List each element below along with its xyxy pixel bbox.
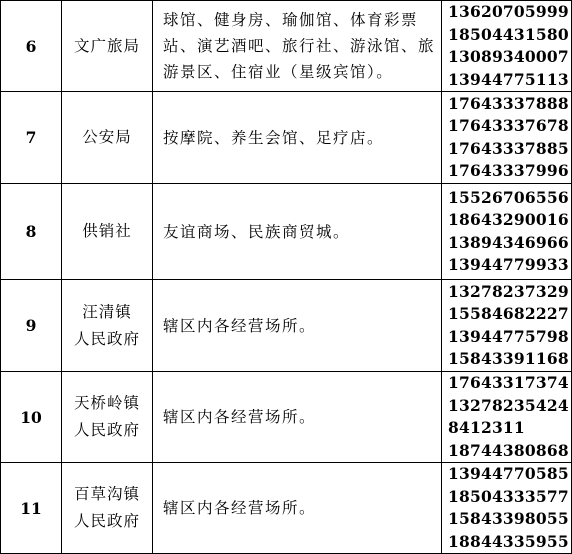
row-number: 10 [1,372,62,463]
phone-number: 13089340007 [448,47,569,66]
table-row [1,280,572,372]
contact-phones [442,463,572,554]
table-body [1,1,572,554]
responsible-unit: 天桥岭镇 人民政府 [62,372,153,463]
phone-number: 17643337885 [448,138,569,158]
phone-number: 17643337678 [448,116,569,135]
phone-number: 13944775113 [448,69,569,89]
phone-number: 15843398055 [448,509,569,528]
contact-phones [442,184,572,280]
phone-number: 17643317374 [448,373,569,392]
row-number: 9 [1,280,62,372]
phone-number: 13278235424 [448,395,569,415]
responsible-unit: 供销社 [62,184,153,280]
table-row [1,92,572,184]
responsible-unit: 文广旅局 [62,1,153,92]
business-scope: 友谊商场、民族商贸城。 [153,184,442,280]
row-number: 6 [1,1,62,92]
phone-number: 8412311 [448,418,525,437]
phone-number: 18744380868 [448,440,569,460]
table-row [1,463,572,554]
responsible-unit: 百草沟镇 人民政府 [62,463,153,554]
phone-number: 18504333577 [448,486,569,506]
business-scope: 按摩院、养生会馆、足疗店。 [153,92,442,184]
contact-phones [442,1,572,92]
phone-number: 18643290016 [448,210,569,229]
contact-phones [442,92,572,184]
row-number: 8 [1,184,62,280]
phone-number: 13944770585 [448,464,569,483]
responsible-unit: 公安局 [62,92,153,184]
phone-number: 13620705999 [448,2,569,21]
business-scope: 辖区内各经营场所。 [153,280,442,372]
phone-number: 17643337888 [448,93,569,113]
table-row [1,184,572,280]
row-number: 7 [1,92,62,184]
phone-number: 13944779933 [448,255,569,274]
phone-number: 15584682227 [448,304,569,323]
phone-number: 13278237329 [448,281,569,301]
phone-number: 15526706556 [448,187,569,207]
phone-number: 15843391168 [448,349,569,368]
phone-number: 17643337996 [448,161,569,180]
table-row [1,1,572,92]
phone-number: 13894346966 [448,232,569,252]
row-number: 11 [1,463,62,554]
business-scope: 辖区内各经营场所。 [153,463,442,554]
responsible-unit: 汪清镇 人民政府 [62,280,153,372]
phone-number: 13944775798 [448,326,569,346]
business-scope: 球馆、健身房、瑜伽馆、体育彩票站、演艺酒吧、旅行社、游泳馆、旅游景区、住宿业（星级宾馆）。 [153,1,442,92]
contact-phones [442,280,572,372]
phone-number: 18844335955 [448,531,569,551]
phone-number: 18504431580 [448,24,569,44]
table-row [1,372,572,463]
business-scope: 辖区内各经营场所。 [153,372,442,463]
contact-phones [442,372,572,463]
